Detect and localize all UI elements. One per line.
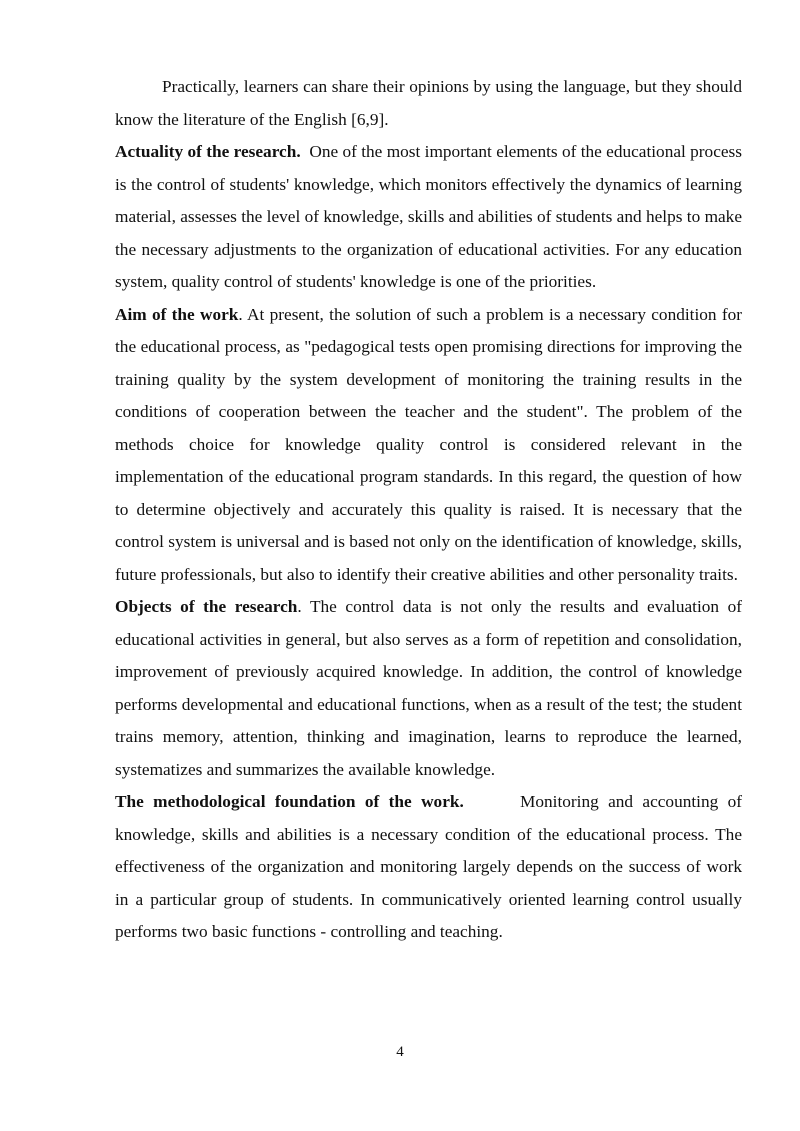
body-text xyxy=(115,71,747,949)
objects-heading: Objects of the research xyxy=(115,597,298,616)
actuality-heading: Actuality of the research. xyxy=(115,142,301,161)
aim-paragraph-text: . At present, the solution of such a problem is a necessary condition for the educational process, as "pedagogical tests open promising directions for improving the training quality by the system development of monitoring the training results in the conditions of cooperation between the teacher and the student". The problem of the methods choice for knowledge quality control is considered relevant in the implementation of the educational program standards. In this regard, the question of how to determine objectively and accurately this quality is raised. It is necessary that the control system is universal and is based not only on the identification of knowledge, skills, future professionals, but also to identify their creative abilities and other personality traits. xyxy=(115,304,742,584)
intro-paragraph-text: Practically, learners can share their opinions by using the language, but they should know the literature of the English [6,9]. xyxy=(115,77,742,129)
methodology-heading: The methodological foundation of the work. xyxy=(115,792,464,811)
page-number: 4 xyxy=(396,1044,404,1060)
objects-paragraph-text: . The control data is not only the results and evaluation of educational activities in general, but also serves as a form of repetition and consolidation, improvement of previously acquired knowledge. In addition, the control of knowledge performs developmental and educational functions, when as a result of the test; the student trains memory, attention, thinking and imagination, learns to reproduce the learned, systematizes and summarizes the available knowledge. xyxy=(115,597,742,779)
aim-heading: Aim of the work xyxy=(115,304,239,324)
methodology-paragraph xyxy=(115,786,747,949)
actuality-paragraph xyxy=(115,136,747,299)
actuality-paragraph-text: One of the most important elements of the educational process is the control of students' knowledge, which monitors effectively the dynamics of learning material, assesses the level of knowledge, skills and abilities of students and helps to make the necessary adjustments to the organization of educational activities. For any education system, quality control of students' knowledge is one of the priorities. xyxy=(115,142,747,291)
objects-paragraph xyxy=(115,591,742,786)
intro-paragraph xyxy=(115,71,742,136)
aim-paragraph xyxy=(115,299,742,592)
methodology-paragraph-text: Monitoring and accounting of knowledge, skills and abilities is a necessary condition of the educational process. The effectiveness of the organization and monitoring largely depends on the success of work in a particular group of students. In communicatively oriented learning control usually performs two basic functions - controlling and teaching. xyxy=(115,792,747,941)
